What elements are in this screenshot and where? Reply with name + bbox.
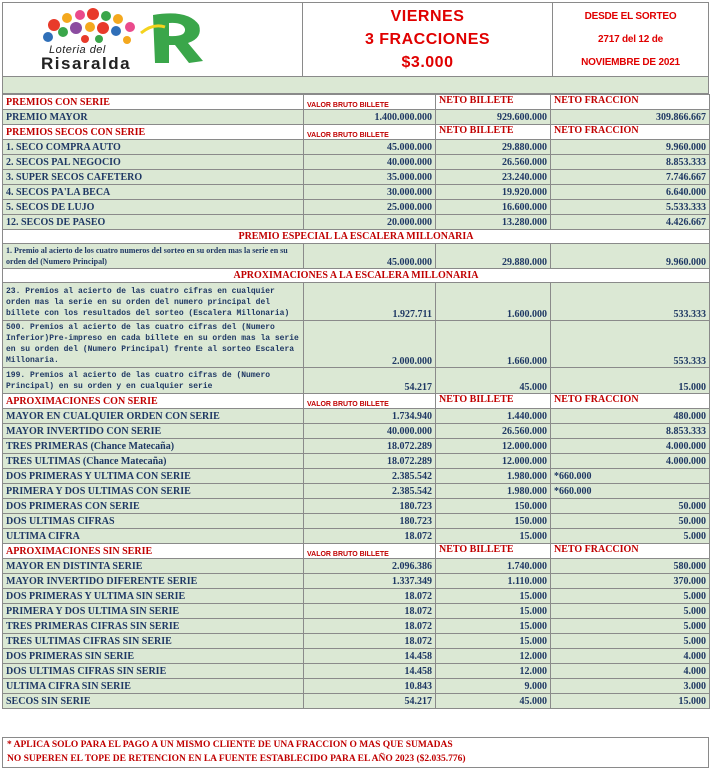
value-neto: 1.600.000 <box>436 283 551 321</box>
table-row <box>3 185 710 200</box>
section-banner <box>3 269 710 283</box>
value-fraccion: 580.000 <box>551 559 710 574</box>
table-row <box>3 574 710 589</box>
value-neto: 15.000 <box>436 634 551 649</box>
section-header <box>3 394 710 409</box>
table-row <box>3 409 710 424</box>
footer-line-1: * APLICA SOLO PARA EL PAGO A UN MISMO CLIENTE DE UNA FRACCION O MAS QUE SUMADAS <box>7 740 453 750</box>
value-bruto: 45.000.000 <box>304 140 436 155</box>
value-fraccion: *660.000 <box>551 484 710 499</box>
col-head-neto: NETO BILLETE <box>436 544 551 559</box>
value-neto: 26.560.000 <box>436 155 551 170</box>
prize-label: DOS ULTIMAS CIFRAS SIN SERIE <box>3 664 304 679</box>
value-bruto: 18.072.289 <box>304 454 436 469</box>
col-head-bruto: VALOR BRUTO BILLETE <box>304 95 436 110</box>
value-neto: 29.880.000 <box>436 244 551 269</box>
section-title: PREMIOS CON SERIE <box>3 95 304 110</box>
value-bruto: 2.096.386 <box>304 559 436 574</box>
value-fraccion: 50.000 <box>551 499 710 514</box>
table-row <box>3 529 710 544</box>
table-row <box>3 454 710 469</box>
value-neto: 45.000 <box>436 368 551 394</box>
prize-label: PRIMERA Y DOS ULTIMA SIN SERIE <box>3 604 304 619</box>
prize-table <box>2 94 710 709</box>
table-row <box>3 140 710 155</box>
value-bruto: 54.217 <box>304 694 436 709</box>
logo-line-1: Loteria del <box>49 44 106 56</box>
value-bruto: 18.072 <box>304 619 436 634</box>
value-bruto: 2.385.542 <box>304 484 436 499</box>
table-row <box>3 439 710 454</box>
value-bruto: 18.072.289 <box>304 439 436 454</box>
header <box>2 2 709 77</box>
table-row <box>3 170 710 185</box>
prize-label: TRES ULTIMAS (Chance Matecaña) <box>3 454 304 469</box>
value-neto: 1.740.000 <box>436 559 551 574</box>
table-row <box>3 664 710 679</box>
draw-day: VIERNES <box>390 8 465 25</box>
prize-label: 1. SECO COMPRA AUTO <box>3 140 304 155</box>
banner-title: PREMIO ESPECIAL LA ESCALERA MILLONARIA <box>3 230 710 244</box>
value-neto: 15.000 <box>436 619 551 634</box>
col-head-neto: NETO BILLETE <box>436 125 551 140</box>
col-head-bruto: VALOR BRUTO BILLETE <box>304 125 436 140</box>
prize-label: TRES PRIMERAS CIFRAS SIN SERIE <box>3 619 304 634</box>
value-neto: 45.000 <box>436 694 551 709</box>
section-title: APROXIMACIONES SIN SERIE <box>3 544 304 559</box>
value-fraccion: 3.000 <box>551 679 710 694</box>
logo <box>2 2 303 77</box>
value-bruto: 18.072 <box>304 634 436 649</box>
value-fraccion: 480.000 <box>551 409 710 424</box>
value-fraccion: 5.000 <box>551 634 710 649</box>
value-neto: 29.880.000 <box>436 140 551 155</box>
spacer-row <box>2 77 709 94</box>
value-bruto: 18.072 <box>304 604 436 619</box>
value-bruto: 40.000.000 <box>304 424 436 439</box>
prize-label: SECOS SIN SERIE <box>3 694 304 709</box>
col-head-fraccion: NETO FRACCIÓN <box>551 95 710 110</box>
value-fraccion: 4.000.000 <box>551 439 710 454</box>
draw-price: $3.000 <box>401 54 454 71</box>
value-bruto: 45.000.000 <box>304 244 436 269</box>
table-row <box>3 215 710 230</box>
value-fraccion: *660.000 <box>551 469 710 484</box>
table-row <box>3 110 710 125</box>
value-bruto: 35.000.000 <box>304 170 436 185</box>
value-fraccion: 7.746.667 <box>551 170 710 185</box>
value-neto: 1.440.000 <box>436 409 551 424</box>
value-fraccion: 9.960.000 <box>551 140 710 155</box>
draw-info <box>302 2 553 77</box>
value-neto: 12.000 <box>436 664 551 679</box>
table-row <box>3 484 710 499</box>
value-neto: 150.000 <box>436 499 551 514</box>
footer-note <box>2 737 709 768</box>
table-row <box>3 469 710 484</box>
prize-label: 4. SECOS PA'LA BECA <box>3 185 304 200</box>
value-fraccion: 5.000 <box>551 589 710 604</box>
value-bruto: 1.734.940 <box>304 409 436 424</box>
table-row <box>3 200 710 215</box>
value-neto: 150.000 <box>436 514 551 529</box>
since-draw <box>552 2 709 77</box>
col-head-neto: NETO BILLETE <box>436 394 551 409</box>
since-line-3: NOVIEMBRE DE 2021 <box>581 57 680 68</box>
col-head-bruto: VALOR BRUTO BILLETE <box>304 394 436 409</box>
value-fraccion: 4.000.000 <box>551 454 710 469</box>
draw-fractions: 3 FRACCIONES <box>364 31 491 48</box>
table-row <box>3 424 710 439</box>
value-bruto: 1.927.711 <box>304 283 436 321</box>
value-fraccion: 5.000 <box>551 604 710 619</box>
prize-label: DOS PRIMERAS Y ULTIMA CON SERIE <box>3 469 304 484</box>
prize-label: 2. SECOS PAL NEGOCIO <box>3 155 304 170</box>
prize-label: 1. Premio al acierto de los cuatro numeros del sorteo en su orden mas la serie en su orden del (Numero Principal) <box>3 244 304 269</box>
prize-label: ULTIMA CIFRA <box>3 529 304 544</box>
value-neto: 929.600.000 <box>436 110 551 125</box>
col-head-fraccion: NETO FRACCIÓN <box>551 544 710 559</box>
prize-label: DOS PRIMERAS SIN SERIE <box>3 649 304 664</box>
table-row <box>3 649 710 664</box>
value-fraccion: 553.333 <box>551 321 710 368</box>
value-bruto: 1.337.349 <box>304 574 436 589</box>
table-row <box>3 244 710 269</box>
table-row <box>3 514 710 529</box>
value-bruto: 14.458 <box>304 649 436 664</box>
value-fraccion: 5.000 <box>551 619 710 634</box>
section-header <box>3 95 710 110</box>
value-fraccion: 15.000 <box>551 694 710 709</box>
value-neto: 1.660.000 <box>436 321 551 368</box>
value-bruto: 14.458 <box>304 664 436 679</box>
value-neto: 16.600.000 <box>436 200 551 215</box>
prize-label: 3. SUPER SECOS CAFETERO <box>3 170 304 185</box>
banner-title: APROXIMACIONES A LA ESCALERA MILLONARIA <box>3 269 710 283</box>
prize-label: TRES ULTIMAS CIFRAS SIN SERIE <box>3 634 304 649</box>
value-fraccion: 4.426.667 <box>551 215 710 230</box>
prize-label: ULTIMA CIFRA SIN SERIE <box>3 679 304 694</box>
table-row <box>3 368 710 394</box>
table-row <box>3 321 710 368</box>
value-neto: 15.000 <box>436 529 551 544</box>
prize-label: PRIMERA Y DOS ULTIMAS CON SERIE <box>3 484 304 499</box>
logo-wordmark <box>41 45 131 72</box>
value-bruto: 18.072 <box>304 529 436 544</box>
table-row <box>3 589 710 604</box>
value-neto: 1.980.000 <box>436 484 551 499</box>
value-fraccion: 309.866.667 <box>551 110 710 125</box>
prize-label: MAYOR EN CUALQUIER ORDEN CON SERIE <box>3 409 304 424</box>
value-bruto: 54.217 <box>304 368 436 394</box>
value-neto: 1.110.000 <box>436 574 551 589</box>
value-bruto: 1.400.000.000 <box>304 110 436 125</box>
value-bruto: 180.723 <box>304 499 436 514</box>
col-head-neto: NETO BILLETE <box>436 95 551 110</box>
value-fraccion: 8.853.333 <box>551 424 710 439</box>
value-neto: 12.000.000 <box>436 439 551 454</box>
table-row <box>3 634 710 649</box>
table-row <box>3 694 710 709</box>
value-bruto: 18.072 <box>304 589 436 604</box>
value-neto: 12.000.000 <box>436 454 551 469</box>
table-row <box>3 283 710 321</box>
prize-label: 199. Premios al acierto de las cuatro cifras de (Numero Principal) en su orden y en cualquier serie <box>3 368 304 394</box>
value-neto: 23.240.000 <box>436 170 551 185</box>
prize-label: MAYOR INVERTIDO DIFERENTE SERIE <box>3 574 304 589</box>
col-head-fraccion: NETO FRACCIÓN <box>551 394 710 409</box>
value-bruto: 180.723 <box>304 514 436 529</box>
value-neto: 1.980.000 <box>436 469 551 484</box>
section-header <box>3 125 710 140</box>
section-banner <box>3 230 710 244</box>
table-row <box>3 604 710 619</box>
col-head-bruto: VALOR BRUTO BILLETE <box>304 544 436 559</box>
value-neto: 19.920.000 <box>436 185 551 200</box>
value-neto: 13.280.000 <box>436 215 551 230</box>
value-fraccion: 8.853.333 <box>551 155 710 170</box>
prize-label: DOS PRIMERAS Y ULTIMA SIN SERIE <box>3 589 304 604</box>
value-neto: 15.000 <box>436 589 551 604</box>
value-fraccion: 533.333 <box>551 283 710 321</box>
prize-label: PREMIO MAYOR <box>3 110 304 125</box>
value-fraccion: 15.000 <box>551 368 710 394</box>
value-fraccion: 5.000 <box>551 529 710 544</box>
prize-label: DOS PRIMERAS CON SERIE <box>3 499 304 514</box>
table-row <box>3 619 710 634</box>
value-fraccion: 5.533.333 <box>551 200 710 215</box>
value-neto: 15.000 <box>436 604 551 619</box>
value-fraccion: 370.000 <box>551 574 710 589</box>
section-title: APROXIMACIONES CON SERIE <box>3 394 304 409</box>
value-bruto: 20.000.000 <box>304 215 436 230</box>
section-title: PREMIOS SECOS CON SERIE <box>3 125 304 140</box>
value-neto: 12.000 <box>436 649 551 664</box>
prize-label: 23. Premios al acierto de las cuatro cifras en cualquier orden mas la serie en su orden del numero principal del billete con los resultados del sorteo (Escalera Millonaria) <box>3 283 304 321</box>
table-row <box>3 499 710 514</box>
table-row <box>3 559 710 574</box>
prize-label: MAYOR INVERTIDO CON SERIE <box>3 424 304 439</box>
table-row <box>3 679 710 694</box>
prize-label: MAYOR EN DISTINTA SERIE <box>3 559 304 574</box>
value-fraccion: 50.000 <box>551 514 710 529</box>
value-fraccion: 6.640.000 <box>551 185 710 200</box>
value-fraccion: 4.000 <box>551 649 710 664</box>
prize-sheet <box>2 2 709 768</box>
value-bruto: 30.000.000 <box>304 185 436 200</box>
value-neto: 9.000 <box>436 679 551 694</box>
section-header <box>3 544 710 559</box>
prize-label: 500. Premios al acierto de las cuatro cifras del (Numero Inferior)Pre-impreso en cada billete en su orden mas la serie en su orden del (Numero Principal) frente al sorteo Escalera Millonaria. <box>3 321 304 368</box>
value-fraccion: 4.000 <box>551 664 710 679</box>
prize-label: TRES PRIMERAS (Chance Matecaña) <box>3 439 304 454</box>
value-neto: 26.560.000 <box>436 424 551 439</box>
value-bruto: 2.385.542 <box>304 469 436 484</box>
prize-label: DOS ULTIMAS CIFRAS <box>3 514 304 529</box>
value-bruto: 10.843 <box>304 679 436 694</box>
since-line-1: DESDE EL SORTEO <box>584 11 677 22</box>
col-head-fraccion: NETO FRACCIÓN <box>551 125 710 140</box>
logo-line-2: Risaralda <box>41 54 132 73</box>
footer-line-2: NO SUPEREN EL TOPE DE RETENCION EN LA FUENTE ESTABLECIDO PARA EL AÑO 2023 ($2.035.776) <box>7 754 466 764</box>
table-row <box>3 155 710 170</box>
value-bruto: 40.000.000 <box>304 155 436 170</box>
value-bruto: 25.000.000 <box>304 200 436 215</box>
prize-label: 5. SECOS DE LUJO <box>3 200 304 215</box>
value-fraccion: 9.960.000 <box>551 244 710 269</box>
since-line-2: 2717 del 12 de <box>597 34 664 45</box>
prize-label: 12. SECOS DE PASEO <box>3 215 304 230</box>
value-bruto: 2.000.000 <box>304 321 436 368</box>
